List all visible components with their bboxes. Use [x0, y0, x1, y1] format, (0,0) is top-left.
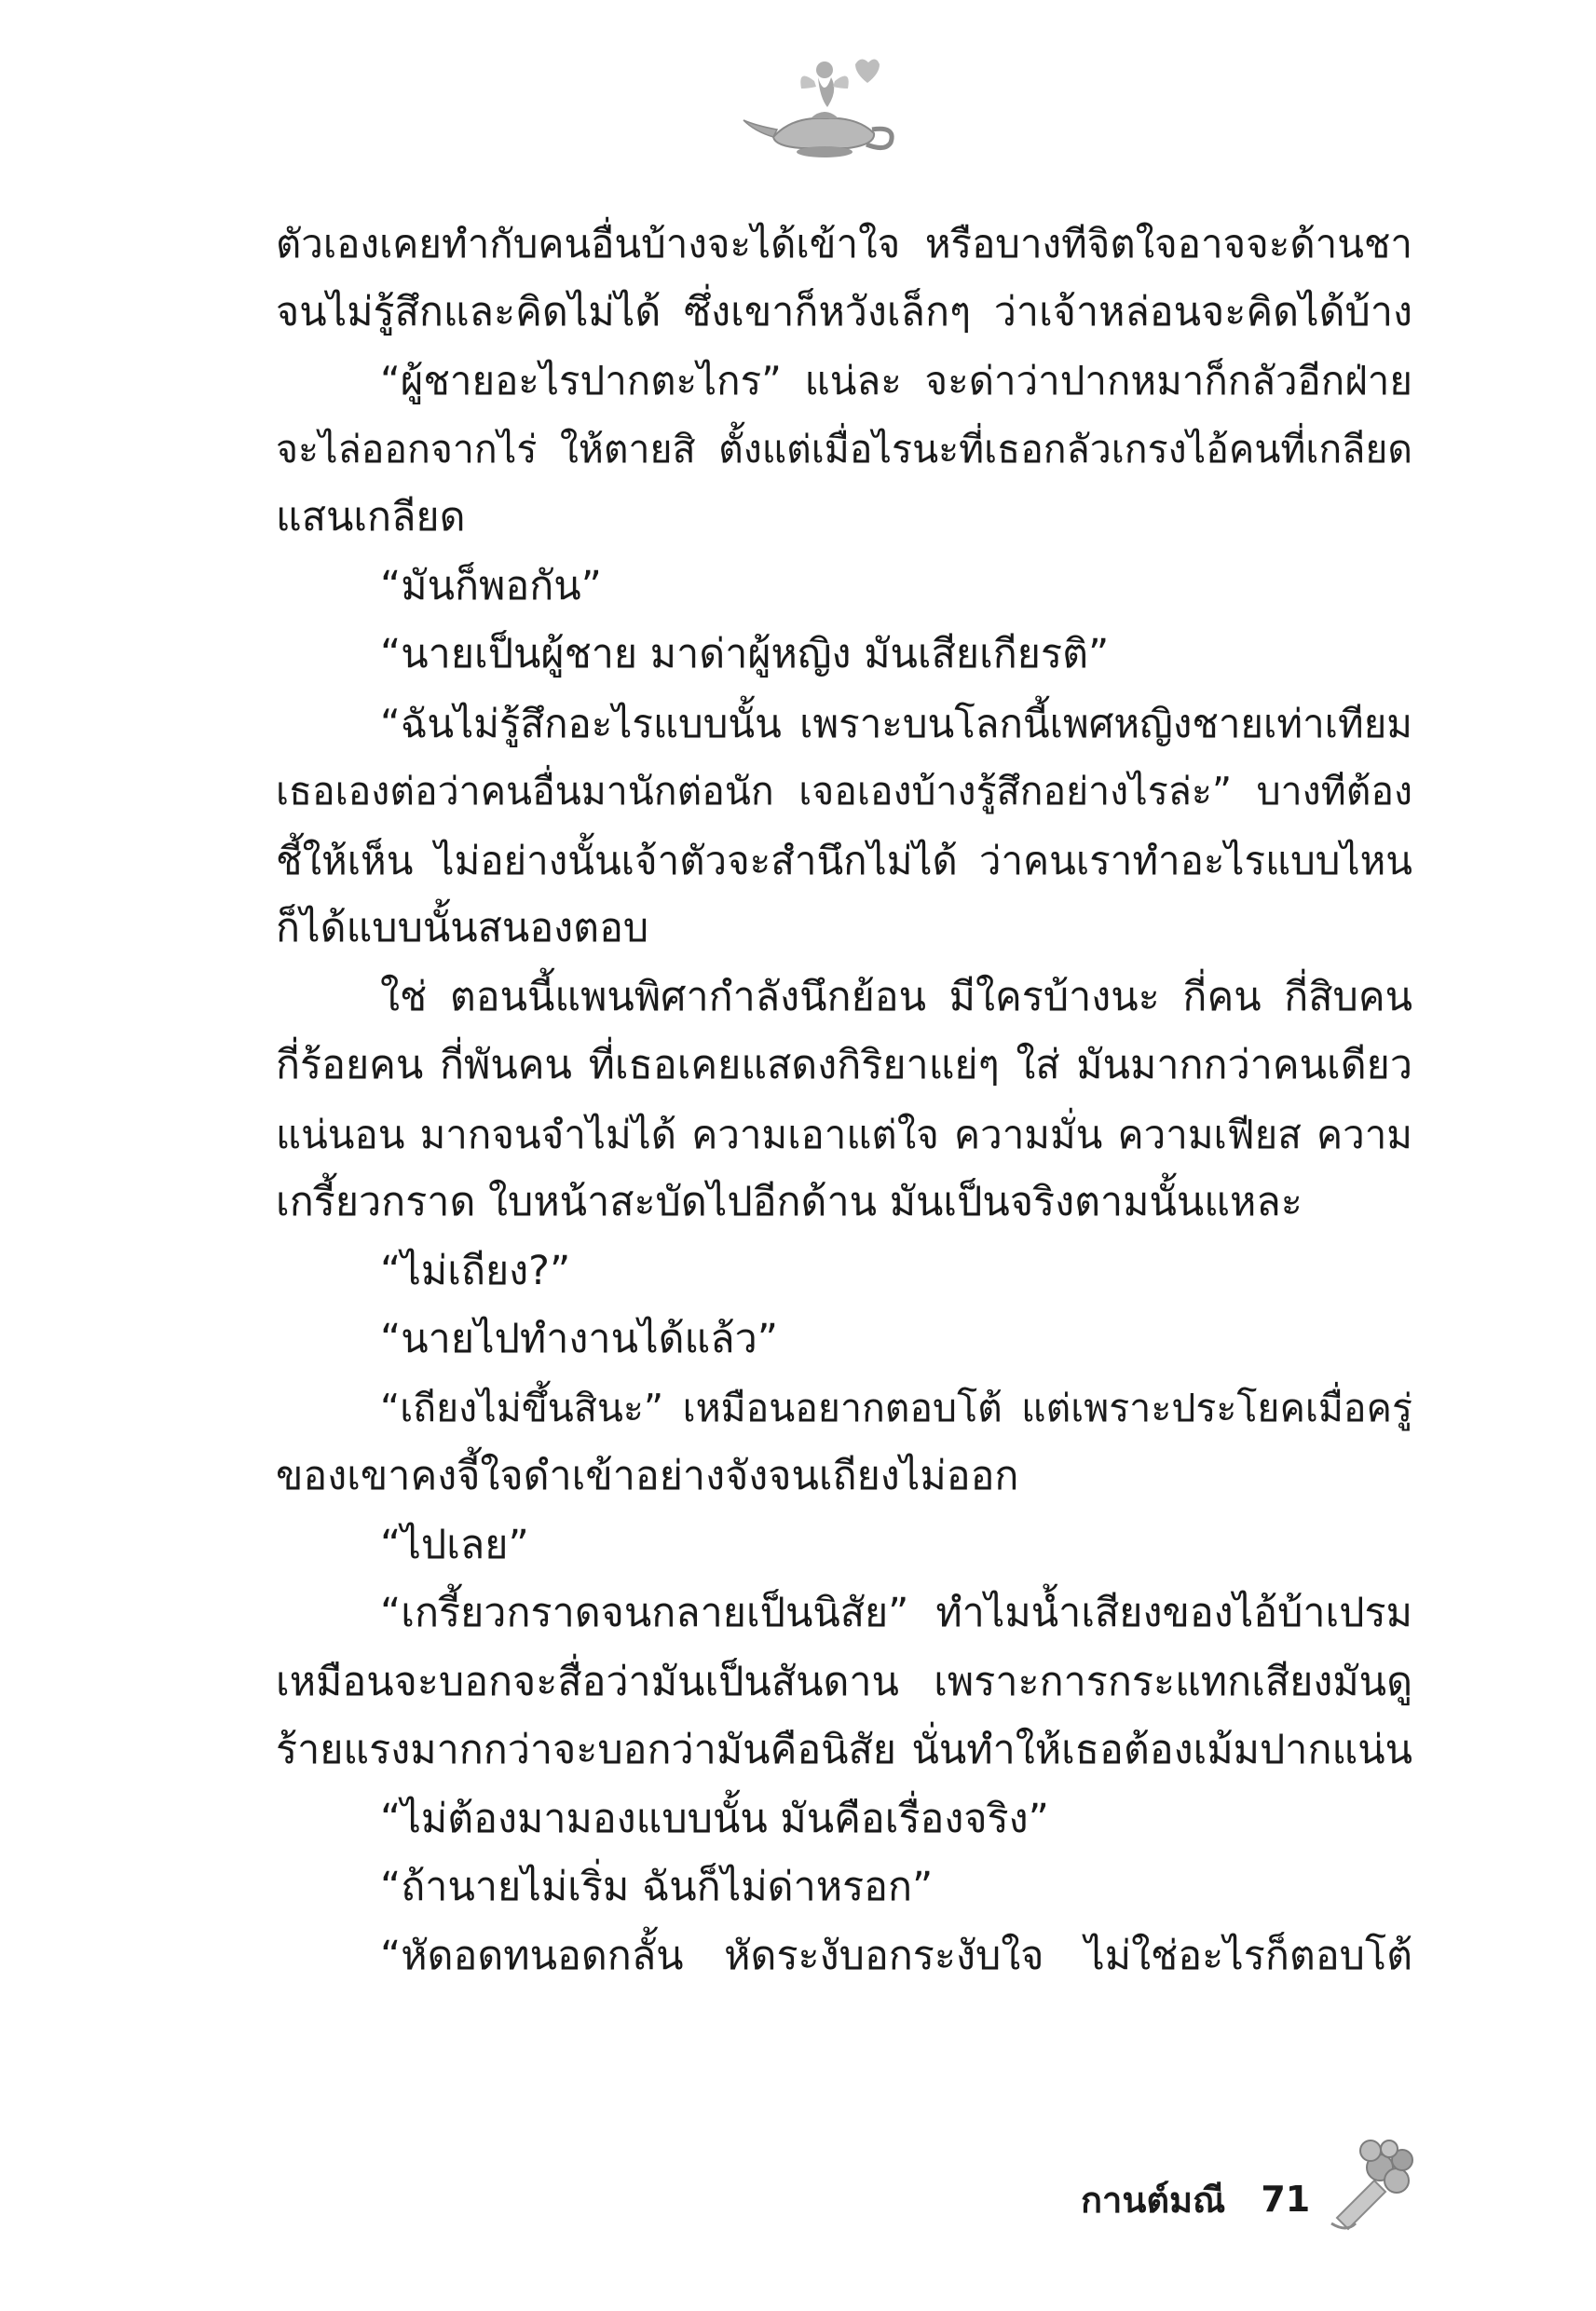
text-line: “หัดอดทนอดกลั้น หัดระงับอกระงับใจ ไม่ใช่อะไรก็ตอบโต้ [380, 1932, 1412, 1979]
text-line: ร้ายแรงมากกว่าจะบอกว่ามันคือนิสัย นั่นทำให้เธอต้องเม้มปากแน่น [276, 1727, 1412, 1773]
text-line: แสนเกลียด [276, 494, 466, 540]
text-line: จะไล่ออกจากไร่ ให้ตายสิ ตั้งแต่เมื่อไรนะที่เธอกลัวเกรงไอ้คนที่เกลียด [276, 426, 1412, 472]
text-line: “ถ้านายไม่เริ่ม ฉันก็ไม่ด่าหรอก” [380, 1864, 934, 1910]
text-line: “ไม่ต้องมามองแบบนั้น มันคือเรื่องจริง” [380, 1795, 1049, 1842]
text-line: ชี้ให้เห็น ไม่อย่างนั้นเจ้าตัวจะสำนึกไม่ได้ ว่าคนเราทำอะไรแบบไหน [276, 837, 1412, 883]
text-line: “เถียงไม่ขึ้นสินะ” เหมือนอยากตอบโต้ แต่เพราะประโยคเมื่อครู่ [380, 1385, 1412, 1430]
text-line: ของเขาคงจี้ใจดำเข้าอย่างจังจนเถียงไม่ออก [276, 1453, 1019, 1499]
text-line: “ผู้ชายอะไรปากตะไกร” แน่ละ จะด่าว่าปากหมาก็กลัวอีกฝ่าย [380, 358, 1412, 403]
text-line: ตัวเองเคยทำกับคนอื่นบ้างจะได้เข้าใจ หรือบางทีจิตใจอาจจะด้านชา [276, 221, 1412, 267]
text-line: “ฉันไม่รู้สึกอะไรแบบนั้น เพราะบนโลกนี้เพศหญิงชายเท่าเทียม [380, 700, 1412, 746]
body-text [276, 210, 1412, 1990]
genie-lamp-cupid-icon [736, 51, 904, 163]
text-line: จนไม่รู้สึกและคิดไม่ได้ ซึ่งเขาก็หวังเล็กๆ ว่าเจ้าหล่อนจะคิดได้บ้าง [276, 288, 1412, 335]
text-line: “นายเป็นผู้ชาย มาด่าผู้หญิง มันเสียเกียรติ” [380, 631, 1110, 677]
text-line: เกรี้ยวกราด ใบหน้าสะบัดไปอีกด้าน มันเป็นจริงตามนั้นแหละ [276, 1179, 1303, 1225]
text-line: ใช่ ตอนนี้แพนพิศากำลังนึกย้อน มีใครบ้างนะ กี่คน กี่สิบคน [380, 973, 1412, 1020]
text-line: “มันก็พอกัน” [380, 562, 602, 609]
book-title: กานต์มณี [1081, 2179, 1226, 2221]
text-line: แน่นอน มากจนจำไม่ได้ ความเอาแต่ใจ ความมั่น ความเฟียส ความ [276, 1111, 1412, 1157]
text-line: “เกรี้ยวกราดจนกลายเป็นนิสัย” ทำไมน้ำเสียงของไอ้บ้าเปรม [380, 1590, 1412, 1636]
page-footer [1081, 2167, 1310, 2232]
text-line: ก็ได้แบบนั้นสนองตอบ [276, 905, 649, 951]
text-line: “นายไปทำงานได้แล้ว” [380, 1316, 778, 1362]
text-line: กี่ร้อยคน กี่พันคน ที่เธอเคยแสดงกิริยาแย่ๆ ใส่ มันมากกว่าคนเดียว [276, 1042, 1412, 1088]
page-number: 71 [1261, 2179, 1311, 2220]
text-line: “ไปเลย” [380, 1521, 529, 1568]
text-line: “ไม่เถียง?” [380, 1247, 571, 1294]
flower-bouquet-icon [1318, 2134, 1421, 2236]
text-line: เธอเองต่อว่าคนอื่นมานักต่อนัก เจอเองบ้างรู้สึกอย่างไรล่ะ” บางทีต้อง [276, 769, 1412, 814]
text-line: เหมือนจะบอกจะสื่อว่ามันเป็นสันดาน เพราะการกระแทกเสียงมันดู [276, 1658, 1412, 1705]
